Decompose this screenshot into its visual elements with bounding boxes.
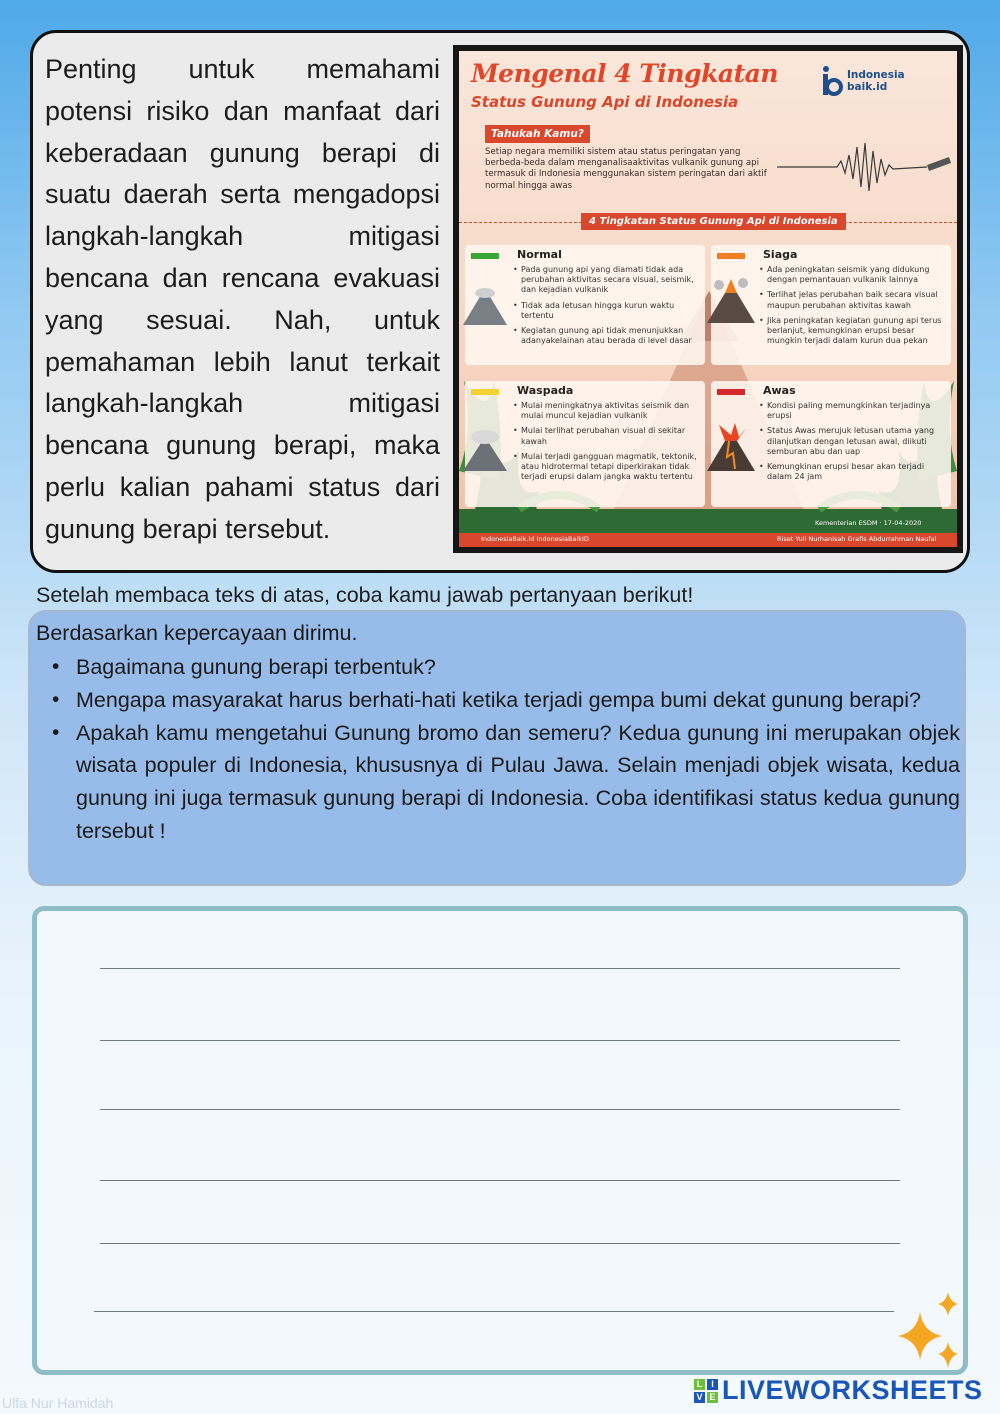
question-list [76, 651, 960, 848]
answer-line [100, 1243, 900, 1244]
brand-letter: E [707, 1392, 718, 1403]
footer-credits: Riset Yuli Nurhanisah Grafis Abdurrahman Naufal [777, 535, 937, 543]
answer-line [100, 1180, 900, 1181]
indonesiabaik-logo-icon [821, 65, 843, 97]
answer-line [100, 1109, 900, 1110]
status-color-bar [471, 389, 499, 395]
status-item: • Pada gunung api yang diamati tidak ada perubahan aktivitas secara visual, seismik, dan kejadian vulkanik [513, 265, 698, 296]
answer-line [100, 968, 900, 969]
status-list [759, 265, 944, 351]
question-card [28, 610, 966, 886]
section-label: 4 Tingkatan Status Gunung Api di Indonesia [581, 213, 846, 230]
status-name: Awas [763, 384, 796, 397]
brand-letter: V [694, 1392, 705, 1403]
seismograph-icon [777, 137, 952, 197]
status-item: • Status Awas merujuk letusan utama yang dilanjutkan dengan letusan awal, diikuti semburan abu dan uap [759, 426, 944, 457]
status-item: • Mulai terjadi gangguan magmatik, tektonik, atau hidrotermal tetapi diperkirakan tidak terjadi erupsi dalam jangka waktu tertentu [513, 452, 698, 483]
brand-letter: L [694, 1379, 705, 1390]
brand-logo-icon [694, 1379, 718, 1403]
infographic-subtitle: Status Gunung Api di Indonesia [471, 93, 739, 111]
status-name: Waspada [517, 384, 574, 397]
logo-text: Indonesia baik.id [847, 69, 905, 93]
question-lead: Berdasarkan kepercayaan dirimu. [36, 621, 358, 645]
tahukah-text: Setiap negara memiliki sistem atau status peringatan yang berbeda-beda dalam menganalisaaktivitas vulkanik gunung api termasuk di Indonesia menggunakan sistem peringatan dari aktif normal hingga awas [485, 147, 767, 191]
answer-line [94, 1311, 894, 1312]
footer-social: IndonesiaBaik.id IndonesiaBaikID [481, 535, 589, 543]
status-color-bar [717, 253, 745, 259]
infographic-title: Mengenal 4 Tingkatan [471, 59, 779, 88]
status-color-bar [471, 253, 499, 259]
volcano-waspada-icon [461, 429, 509, 473]
status-item: • Kondisi paling memungkinkan terjadinya erupsi [759, 401, 944, 421]
source-label: Kementerian ESDM · 17-04-2020 [815, 519, 922, 527]
question-item: • Mengapa masyarakat harus berhati-hati ketika terjadi gempa bumi dekat gunung berapi? [76, 684, 960, 717]
status-name: Siaga [763, 248, 798, 261]
status-item: • Mulai terlihat perubahan visual di sekitar kawah [513, 426, 698, 446]
status-item: • Kemungkinan erupsi besar akan terjadi dalam 24 jam [759, 462, 944, 482]
answer-area[interactable] [32, 906, 968, 1375]
answer-line [100, 1040, 900, 1041]
status-item: • Jika peningkatan kegiatan gunung api terus berlanjut, kemungkinan erupsi besar mungkin terjadi dalam kurun dua pekan [759, 316, 944, 347]
intro-card [30, 30, 970, 573]
status-list [513, 265, 698, 351]
volcano-siaga-icon [705, 277, 757, 325]
author-credit: Ulfa Nur Hamidah [2, 1395, 114, 1411]
status-item: • Kegiatan gunung api tidak menunjukkan adanyakelainan atau berada di level dasar [513, 326, 698, 346]
question-item: • Apakah kamu mengetahui Gunung bromo dan semeru? Kedua gunung ini merupakan objek wisata populer di Indonesia, khususnya di Pulau Jawa. Selain menjadi objek wisata, kedua gunung ini juga termasuk gunung berapi di Indonesia. Coba identifikasi status kedua gunung tersebut ! [76, 717, 960, 848]
prompt-text: Setelah membaca teks di atas, coba kamu jawab pertanyaan berikut! [36, 583, 694, 607]
status-list [759, 401, 944, 487]
status-item: • Ada peningkatan seismik yang didukung dengan pemantauan vulkanik lainnya [759, 265, 944, 285]
status-item: • Mulai meningkatnya aktivitas seismik dan mulai muncul kejadian vulkanik [513, 401, 698, 421]
status-name: Normal [517, 248, 562, 261]
tahukah-label: Tahukah Kamu? [485, 125, 590, 143]
volcano-awas-icon [705, 423, 757, 473]
question-item: • Bagaimana gunung berapi terbentuk? [76, 651, 960, 684]
infographic-background [459, 51, 957, 547]
status-color-bar [717, 389, 745, 395]
sparkle-icon [892, 1290, 968, 1374]
status-item: • Terlihat jelas perubahan baik secara visual maupun perubahan aktivitas kawah [759, 290, 944, 310]
liveworksheets-brand [694, 1375, 983, 1406]
brand-letter: I [707, 1379, 718, 1390]
infographic [453, 45, 963, 553]
status-list [513, 401, 698, 487]
brand-name: LIVEWORKSHEETS [722, 1375, 983, 1405]
intro-paragraph: Penting untuk memahami potensi risiko dan manfaat dari keberadaan gunung berapi di suatu daerah serta mengadopsi langkah-langkah mitigasi bencana dan rencana evakuasi yang sesuai. Nah, untuk pemahaman lebih lanut terkait langkah-langkah mitigasi bencana gunung berapi, maka perlu kalian pahami status dari gunung berapi tersebut. [45, 54, 440, 544]
status-item: • Tidak ada letusan hingga kurun waktu tertentu [513, 301, 698, 321]
volcano-normal-icon [461, 287, 509, 327]
